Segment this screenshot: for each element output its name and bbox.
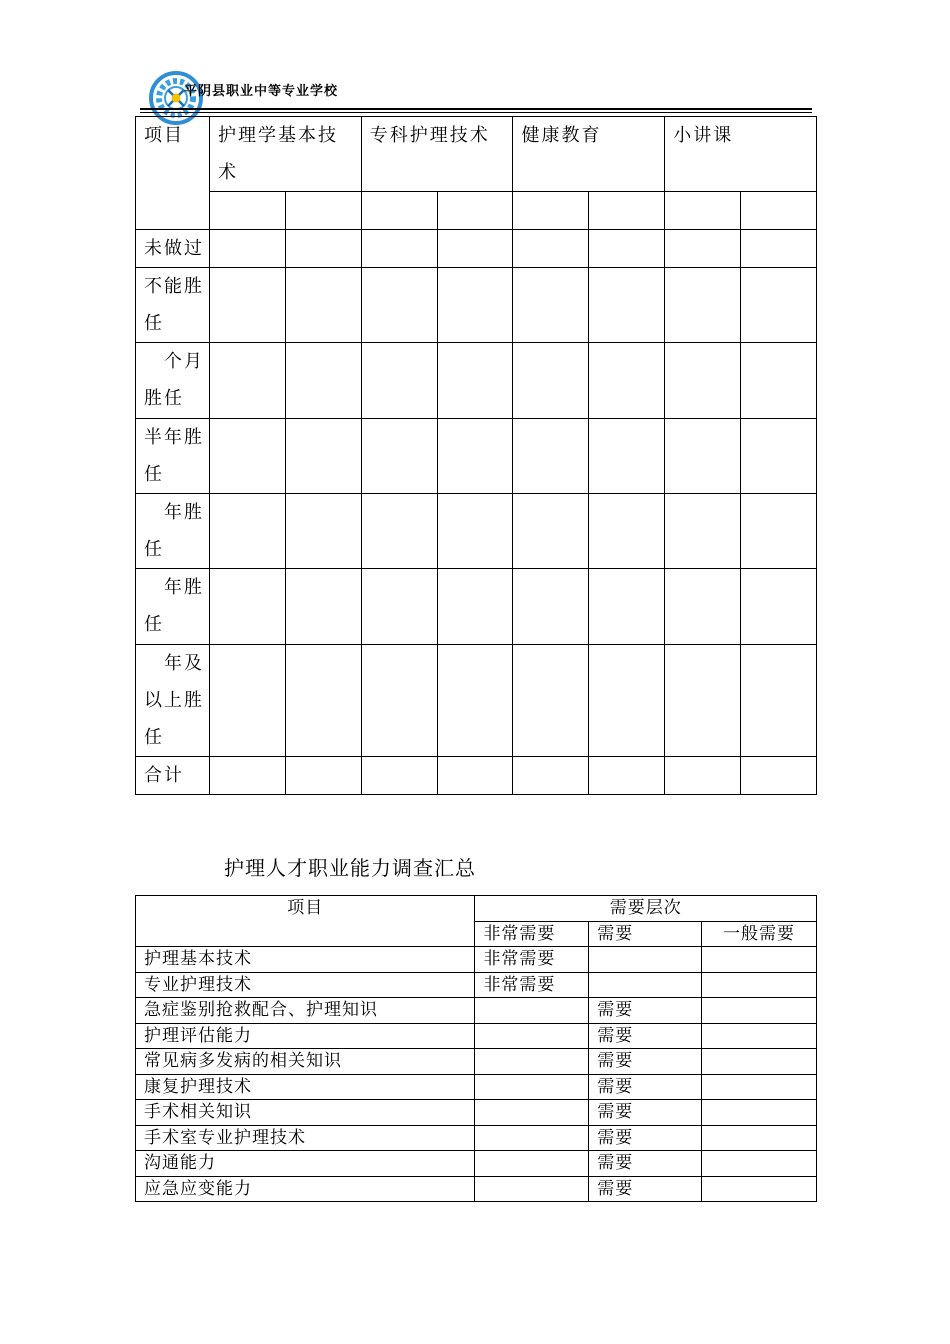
subheader-cell	[361, 192, 437, 230]
general-needed-cell	[702, 1151, 817, 1177]
table-row	[136, 494, 817, 569]
column-header: 健康教育	[513, 117, 665, 192]
needed-cell: 需要	[589, 998, 702, 1024]
general-needed-cell	[702, 972, 817, 998]
header-rule-thin	[140, 112, 812, 113]
school-name: 平阴县职业中等专业学校	[184, 84, 339, 99]
subheader-cell	[437, 192, 513, 230]
general-needed-cell	[702, 998, 817, 1024]
very-needed-cell: 非常需要	[475, 947, 589, 973]
row-label: 年胜任	[136, 494, 210, 569]
general-needed-cell	[702, 1023, 817, 1049]
item-cell: 康复护理技术	[136, 1074, 475, 1100]
level-label: 非常需要	[475, 921, 589, 947]
table-row	[136, 1074, 817, 1100]
needed-cell: 需要	[589, 1176, 702, 1202]
item-cell: 沟通能力	[136, 1151, 475, 1177]
table-row	[136, 998, 817, 1024]
general-needed-cell	[702, 1176, 817, 1202]
needed-cell: 需要	[589, 1151, 702, 1177]
competency-table	[135, 116, 817, 795]
needed-cell: 需要	[589, 1049, 702, 1075]
row-label: 不能胜任	[136, 268, 210, 343]
table-row	[136, 230, 817, 268]
item-cell: 急症鉴别抢救配合、护理知识	[136, 998, 475, 1024]
level-label: 需要	[589, 921, 702, 947]
table-row	[136, 1049, 817, 1075]
summary-title: 护理人才职业能力调查汇总	[224, 856, 476, 880]
subheader-cell	[665, 192, 741, 230]
column-header: 小讲课	[665, 117, 817, 192]
item-cell: 常见病多发病的相关知识	[136, 1049, 475, 1075]
needed-cell: 需要	[589, 1023, 702, 1049]
page-header	[140, 66, 812, 112]
subheader-cell	[285, 192, 361, 230]
table-row	[136, 343, 817, 419]
row-label: 合计	[136, 757, 210, 795]
column-header: 护理学基本技术	[209, 117, 361, 192]
general-needed-cell	[702, 1049, 817, 1075]
item-header: 项目	[136, 896, 475, 947]
table-row	[136, 1125, 817, 1151]
subheader-cell	[209, 192, 285, 230]
summary-table	[135, 895, 817, 1202]
table-row	[136, 569, 817, 645]
very-needed-cell	[475, 1023, 589, 1049]
table-row	[136, 268, 817, 343]
needed-cell: 需要	[589, 1100, 702, 1126]
table-row	[136, 757, 817, 795]
subheader-cell	[741, 192, 817, 230]
general-needed-cell	[702, 1100, 817, 1126]
row-label: 未做过	[136, 230, 210, 268]
item-cell: 专业护理技术	[136, 972, 475, 998]
very-needed-cell	[475, 1125, 589, 1151]
row-label: 年胜任	[136, 569, 210, 645]
very-needed-cell	[475, 1176, 589, 1202]
table-row	[136, 1151, 817, 1177]
table-row	[136, 1100, 817, 1126]
table-row	[136, 1176, 817, 1202]
very-needed-cell	[475, 1049, 589, 1075]
row-label: 个月胜任	[136, 343, 210, 419]
table-row	[136, 972, 817, 998]
needed-cell	[589, 947, 702, 973]
table-row	[136, 1023, 817, 1049]
needed-cell: 需要	[589, 1125, 702, 1151]
column-header: 专科护理技术	[361, 117, 513, 192]
table-row	[136, 645, 817, 757]
needed-cell: 需要	[589, 1074, 702, 1100]
very-needed-cell	[475, 1074, 589, 1100]
row-label: 年及以上胜任	[136, 645, 210, 757]
item-cell: 护理基本技术	[136, 947, 475, 973]
needed-cell	[589, 972, 702, 998]
very-needed-cell	[475, 1100, 589, 1126]
subheader-cell	[513, 192, 589, 230]
general-needed-cell	[702, 1074, 817, 1100]
header-rule-thick	[140, 108, 812, 110]
item-cell: 护理评估能力	[136, 1023, 475, 1049]
item-cell: 手术相关知识	[136, 1100, 475, 1126]
general-needed-cell	[702, 947, 817, 973]
table-row	[136, 419, 817, 494]
subheader-cell	[589, 192, 665, 230]
table-row	[136, 947, 817, 973]
very-needed-cell	[475, 998, 589, 1024]
item-cell: 手术室专业护理技术	[136, 1125, 475, 1151]
corner-label: 项目	[136, 117, 210, 230]
general-needed-cell	[702, 1125, 817, 1151]
very-needed-cell: 非常需要	[475, 972, 589, 998]
item-cell: 应急应变能力	[136, 1176, 475, 1202]
very-needed-cell	[475, 1151, 589, 1177]
level-header: 需要层次	[475, 896, 817, 922]
level-label: 一般需要	[702, 921, 817, 947]
row-label: 半年胜任	[136, 419, 210, 494]
